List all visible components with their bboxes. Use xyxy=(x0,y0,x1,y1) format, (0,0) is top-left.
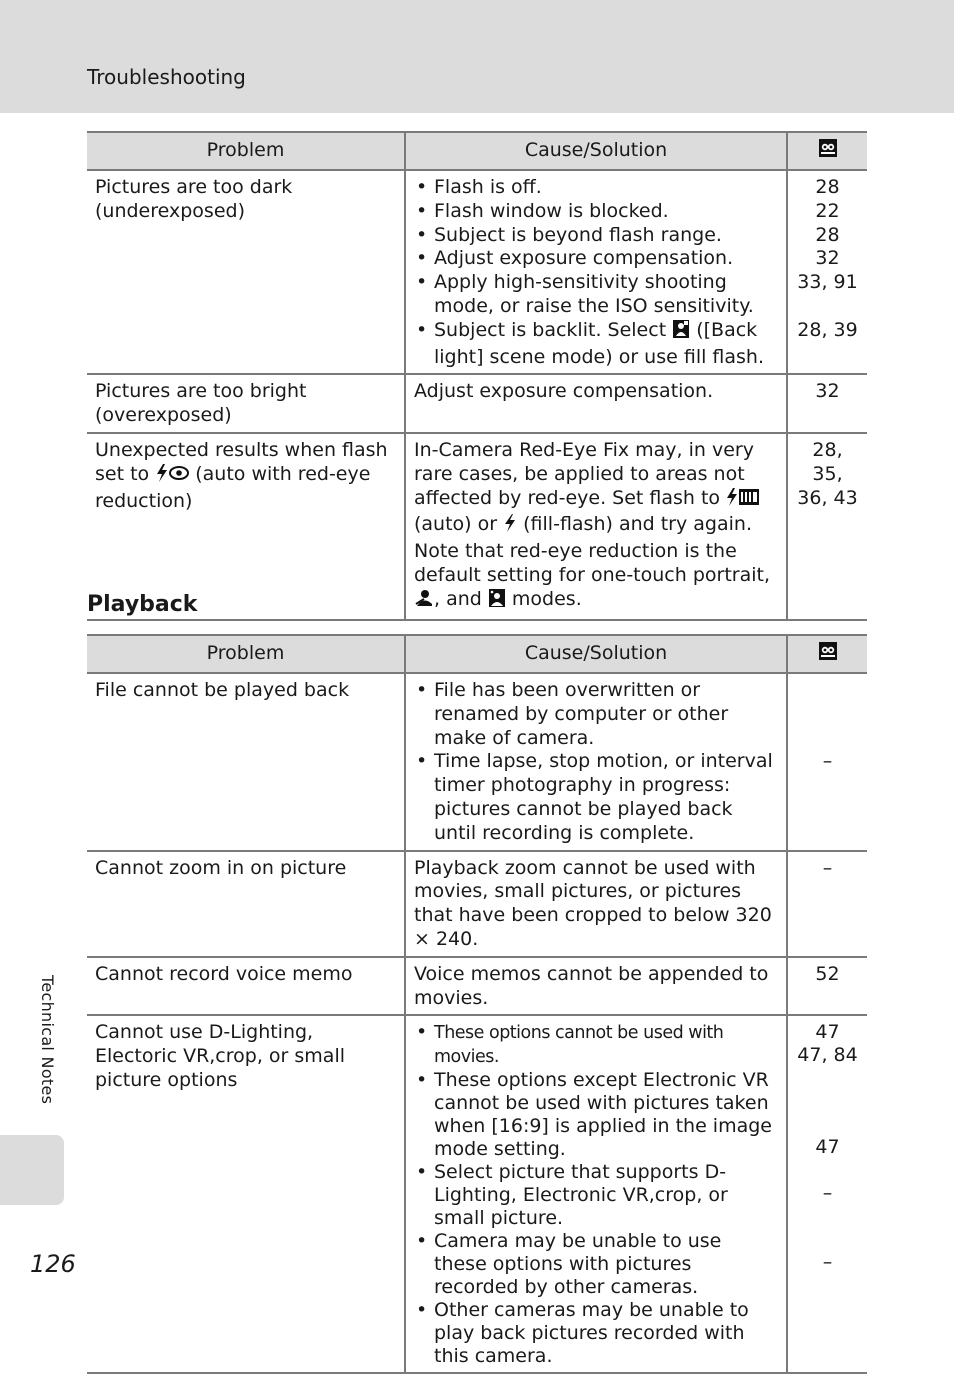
table-row xyxy=(87,374,867,433)
reference-page-icon xyxy=(818,138,838,165)
portrait-icon xyxy=(414,588,434,615)
reference-page-icon xyxy=(818,641,838,668)
list-item: • These options except Electronic VR cannot be used with pictures taken when [16:9] is applied in the image mode setting. xyxy=(414,1069,778,1161)
reference-cell xyxy=(787,433,867,620)
table-row xyxy=(87,957,867,1016)
flash-auto-icon xyxy=(726,487,760,514)
cause-text: , and xyxy=(434,587,488,610)
page-ref: – xyxy=(822,1182,833,1205)
fill-flash-icon xyxy=(503,513,517,540)
list-item-text: These options cannot be used with movies. xyxy=(434,1023,724,1068)
reference-cell xyxy=(787,1015,867,1373)
page-ref: – xyxy=(822,1251,833,1274)
night-portrait-icon xyxy=(488,588,506,615)
table-row xyxy=(87,673,867,851)
reference-cell: 32 xyxy=(787,374,867,433)
problem-cell: Cannot use D-Lighting, Electoric VR,crop, or small picture options xyxy=(87,1015,405,1373)
table-row xyxy=(87,1015,867,1373)
page-number: 126 xyxy=(30,1250,76,1278)
playback-troubleshooting-table xyxy=(87,634,867,1374)
side-tab-label: Technical Notes xyxy=(38,975,57,1105)
reference-cell: – xyxy=(787,851,867,957)
page-ref: 28 xyxy=(815,176,840,198)
page-ref: 22 xyxy=(815,199,840,222)
list-item: • Adjust exposure compensation. xyxy=(414,247,778,271)
reference-cell: – xyxy=(787,673,867,851)
cause-text: In-Camera Red-Eye Fix may, in very rare cases, be applied to areas not affected by red-eye. Set flash to xyxy=(414,438,754,509)
list-item: • Flash window is blocked. xyxy=(414,200,778,224)
page-ref: 32 xyxy=(815,247,840,270)
cause-column-header: Cause/Solution xyxy=(405,635,787,673)
list-item: • Camera may be unable to use these options with pictures recorded by other cameras. xyxy=(414,1230,778,1299)
cause-text: (fill-flash) and try again. Note that red-eye reduction is the default setting for one-touch portrait, xyxy=(414,513,770,586)
problem-text-post: (auto with red-eye reduction) xyxy=(95,462,371,512)
cause-column-header: Cause/Solution xyxy=(405,132,787,170)
list-item: • Apply high-sensitivity shooting mode, or raise the ISO sensitivity. xyxy=(414,271,778,319)
cause-cell xyxy=(405,1015,787,1373)
table-header-row xyxy=(87,635,867,673)
backlit-text-pre: Subject is backlit. Select xyxy=(434,318,673,341)
list-item: • Subject is beyond flash range. xyxy=(414,224,778,248)
table-row xyxy=(87,433,867,620)
cause-cell xyxy=(405,673,787,851)
page-ref: 28, xyxy=(812,438,843,461)
flash-red-eye-icon xyxy=(155,463,189,490)
problem-column-header: Problem xyxy=(87,132,405,170)
table-header-row xyxy=(87,132,867,170)
problem-cell: File cannot be played back xyxy=(87,673,405,851)
problem-cell: Cannot zoom in on picture xyxy=(87,851,405,957)
header-band xyxy=(0,0,954,113)
backlit-text-post: ([Back light] scene mode) or use fill flash. xyxy=(434,318,765,368)
cause-cell: Voice memos cannot be appended to movies. xyxy=(405,957,787,1016)
reference-column-header xyxy=(787,132,867,170)
list-item: • Flash is off. xyxy=(414,176,778,200)
table-row xyxy=(87,170,867,374)
table-row xyxy=(87,851,867,957)
reference-column-header xyxy=(787,635,867,673)
page-ref: 35, xyxy=(812,462,843,485)
reference-cell xyxy=(787,170,867,374)
section-title-playback: Playback xyxy=(87,592,198,617)
reference-cell: 52 xyxy=(787,957,867,1016)
list-item xyxy=(414,319,778,370)
shooting-troubleshooting-table xyxy=(87,131,867,621)
page-ref: 47 xyxy=(815,1021,840,1044)
backlight-scene-icon xyxy=(672,319,690,346)
problem-column-header: Problem xyxy=(87,635,405,673)
cause-cell: Playback zoom cannot be used with movies, small pictures, or pictures that have been cropped to below 320 × 240. xyxy=(405,851,787,957)
cause-text: (auto) or xyxy=(414,513,504,536)
page-ref: 47 xyxy=(815,1136,840,1159)
page-ref: 47, 84 xyxy=(797,1044,858,1067)
list-item: • Time lapse, stop motion, or interval timer photography in progress: pictures cannot be played back until recording is complete. xyxy=(414,750,778,845)
problem-cell: Pictures are too bright (overexposed) xyxy=(87,374,405,433)
list-item: • Select picture that supports D-Lighting, Electronic VR,crop, or small picture. xyxy=(414,1161,778,1230)
problem-text-pre: Unexpected results when flash set to xyxy=(95,438,388,485)
page-ref: 28 xyxy=(815,223,840,246)
page-header-title: Troubleshooting xyxy=(87,65,246,89)
list-item: • Other cameras may be unable to play back pictures recorded with this camera. xyxy=(414,1299,778,1368)
problem-cell: Pictures are too dark (underexposed) xyxy=(87,170,405,374)
cause-cell xyxy=(405,170,787,374)
page-ref: 36, 43 xyxy=(797,486,858,509)
list-item: • File has been overwritten or renamed by computer or other make of camera. xyxy=(414,679,778,750)
cause-text: modes. xyxy=(505,587,582,610)
problem-cell: Cannot record voice memo xyxy=(87,957,405,1016)
cause-cell: Adjust exposure compensation. xyxy=(405,374,787,433)
page-ref: 28, 39 xyxy=(797,318,858,341)
side-tab xyxy=(0,1135,64,1205)
cause-cell xyxy=(405,433,787,620)
page-ref: 33, 91 xyxy=(797,271,858,294)
list-item xyxy=(414,1021,778,1069)
